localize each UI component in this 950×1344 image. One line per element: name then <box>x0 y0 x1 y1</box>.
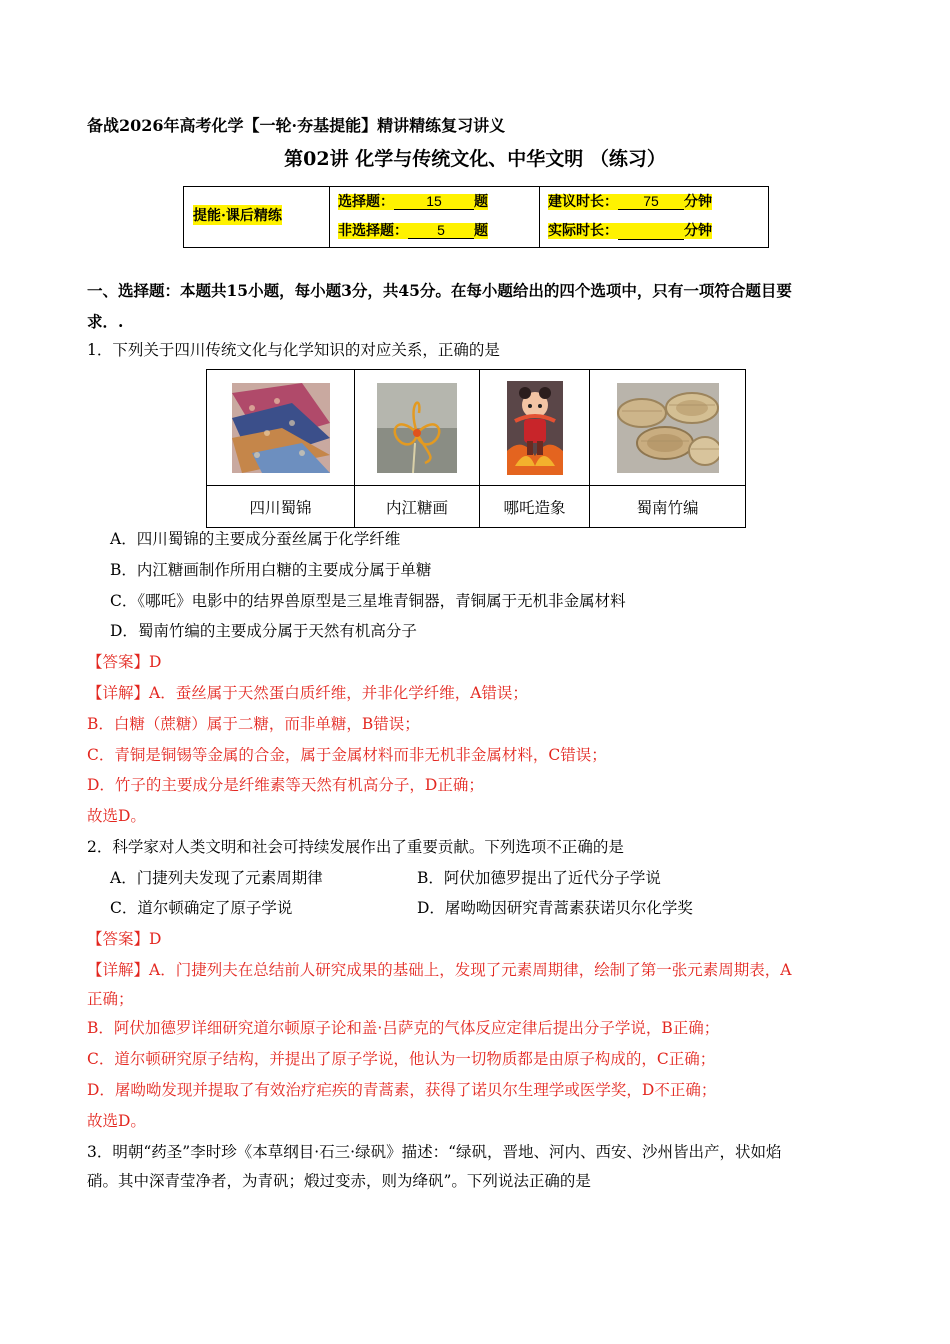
suggested-time: 75 <box>618 193 684 210</box>
info-cell-counts <box>330 187 540 247</box>
q2-option-c: C．道尔顿确定了原子学说 <box>110 899 293 917</box>
shujin-brocade-image <box>232 383 330 473</box>
q1-explanation-line: C．青铜是铜锡等金属的合金，属于金属材料而非无机非金属材料，C错误； <box>87 746 607 764</box>
bamboo-weaving-image <box>617 383 719 473</box>
q2-option-b: B．阿伏加德罗提出了近代分子学说 <box>417 869 661 887</box>
choice-count-row <box>338 191 488 211</box>
q2-stem: 2．科学家对人类文明和社会可持续发展作出了重要贡献。下列选项不正确的是 <box>87 838 624 856</box>
q1-explanation-line: 故选D。 <box>87 807 146 825</box>
suggested-label: 建议时长： <box>548 194 618 210</box>
lesson-title: 第02讲 化学与传统文化、中华文明 （练习） <box>284 148 666 170</box>
image-cell-tanghua <box>355 370 480 486</box>
q1-image-table <box>206 369 746 528</box>
section-heading-cont: 求．. <box>87 312 124 331</box>
info-table <box>183 186 769 248</box>
q2-explanation-line: D．屠呦呦发现并提取了有效治疗疟疾的青蒿素，获得了诺贝尔生理学或医学奖，D不正确； <box>87 1081 717 1099</box>
q2-option-d: D．屠呦呦因研究青蒿素获诺贝尔化学奖 <box>417 899 693 917</box>
q1-option-b: B．内江糖画制作所用白糖的主要成分属于单糖 <box>110 561 432 579</box>
series-title: 备战2026年高考化学【一轮·夯基提能】精讲精练复习讲义 <box>87 116 506 135</box>
suggested-time-row <box>548 191 712 211</box>
suggested-unit: 分钟 <box>684 194 712 210</box>
actual-unit: 分钟 <box>684 223 712 239</box>
q2-explanation-line: C．道尔顿研究原子结构，并提出了原子学说，他认为一切物质都是由原子构成的，C正确； <box>87 1050 716 1068</box>
caption-tanghua: 内江糖画 <box>355 486 480 527</box>
info-cell-section <box>184 187 330 247</box>
choice-count: 15 <box>394 193 474 210</box>
image-cell-shujin <box>207 370 355 486</box>
section-heading: 一、选择题：本题共15小题，每小题3分，共45分。在每小题给出的四个选项中，只有一项符合题目要 <box>87 281 792 300</box>
q1-option-a: A．四川蜀锦的主要成分蚕丝属于化学纤维 <box>110 530 401 548</box>
q3-stem-cont: 硝。其中深青莹净者，为青矾；煅过变赤，则为绛矾”。下列说法正确的是 <box>87 1172 591 1190</box>
q3-stem: 3．明朝“药圣”李时珍《本草纲目·石三·绿矾》描述：“绿矾，晋地、河内、西安、沙州皆出产，状如焰 <box>87 1143 782 1161</box>
actual-label: 实际时长： <box>548 223 618 239</box>
caption-shujin: 四川蜀锦 <box>207 486 355 527</box>
actual-time-row <box>548 220 712 240</box>
q2-explanation-line: 正确； <box>87 990 134 1008</box>
caption-nezha: 哪吒造象 <box>480 486 590 527</box>
q2-explanation-line: 故选D。 <box>87 1112 146 1130</box>
image-cell-zhubian <box>590 370 745 486</box>
sugar-painting-image <box>377 383 457 473</box>
info-cell-times <box>540 187 768 247</box>
q1-explanation-line: 【详解】A．蚕丝属于天然蛋白质纤维，并非化学纤维，A错误； <box>87 684 528 702</box>
section-label: 提能·课后精练 <box>193 205 282 225</box>
non-choice-count: 5 <box>408 222 474 239</box>
non-choice-count-row <box>338 220 488 240</box>
q1-option-d: D．蜀南竹编的主要成分属于天然有机高分子 <box>110 622 417 640</box>
q1-explanation-line: B．白糖（蔗糖）属于二糖，而非单糖，B错误； <box>87 715 420 733</box>
q2-option-a: A．门捷列夫发现了元素周期律 <box>110 869 323 887</box>
nezha-figure-image <box>507 381 563 475</box>
choice-unit: 题 <box>474 194 488 210</box>
caption-zhubian: 蜀南竹编 <box>636 498 699 517</box>
q1-explanation-line: D．竹子的主要成分是纤维素等天然有机高分子，D正确； <box>87 776 484 794</box>
q2-explanation-line: 【详解】A．门捷列夫在总结前人研究成果的基础上，发现了元素周期律，绘制了第一张元素周期表，A <box>87 961 792 979</box>
actual-time-blank[interactable] <box>618 223 684 240</box>
q1-option-c: C．《哪吒》电影中的结界兽原型是三星堆青铜器，青铜属于无机非金属材料 <box>110 592 626 610</box>
non-choice-unit: 题 <box>474 223 488 239</box>
image-cell-nezha <box>480 370 590 486</box>
choice-label: 选择题： <box>338 194 394 210</box>
non-choice-label: 非选择题： <box>338 223 408 239</box>
q1-stem: 1．下列关于四川传统文化与化学知识的对应关系，正确的是 <box>87 341 500 359</box>
q1-answer: 【答案】D <box>87 653 162 671</box>
q2-explanation-line: B．阿伏加德罗详细研究道尔顿原子论和盖·吕萨克的气体反应定律后提出分子学说，B正确； <box>87 1019 720 1037</box>
q2-answer: 【答案】D <box>87 930 162 948</box>
